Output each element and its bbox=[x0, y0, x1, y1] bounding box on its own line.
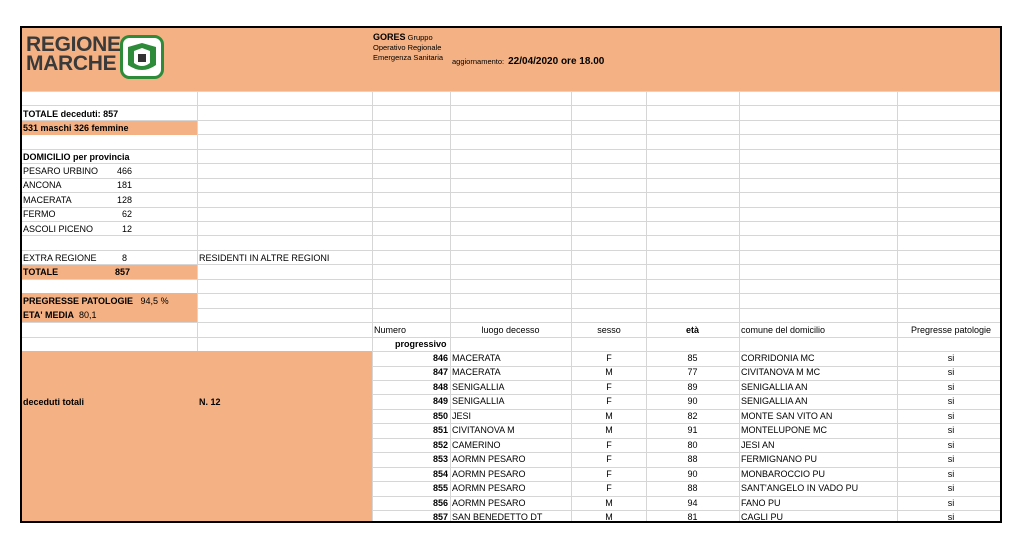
row-eta: 89 bbox=[687, 381, 698, 392]
row-patologie: si bbox=[947, 497, 955, 508]
row-comune: MONBAROCCIO PU bbox=[741, 468, 826, 479]
row-eta: 77 bbox=[687, 367, 698, 378]
row-luogo: AORMN PESARO bbox=[452, 454, 526, 465]
row-eta: 81 bbox=[687, 511, 698, 522]
row-numero: 849 bbox=[432, 396, 448, 407]
grid-col-line bbox=[450, 91, 451, 521]
province-name: ANCONA bbox=[23, 180, 62, 191]
province-value: 128 bbox=[116, 194, 132, 205]
grid-row-line bbox=[22, 149, 1000, 150]
row-patologie: si bbox=[947, 367, 955, 378]
row-comune: CAGLI PU bbox=[741, 511, 784, 522]
col-header-comune: comune del domicilio bbox=[741, 325, 826, 335]
grid-row-line bbox=[22, 192, 1000, 193]
grid-col-line bbox=[372, 91, 373, 521]
update-label: aggiornamento: bbox=[452, 57, 505, 66]
grid-row-line bbox=[22, 105, 1000, 106]
row-patologie: si bbox=[947, 483, 955, 494]
grid-row-line bbox=[22, 163, 1000, 164]
row-numero: 855 bbox=[432, 483, 448, 494]
org-name: GORES bbox=[373, 32, 406, 42]
row-comune: MONTE SAN VITO AN bbox=[741, 410, 833, 421]
row-numero: 857 bbox=[432, 511, 448, 522]
row-comune: SANT'ANGELO IN VADO PU bbox=[741, 483, 859, 494]
col-header-patologie: Pregresse patologie bbox=[910, 325, 992, 335]
row-luogo: AORMN PESARO bbox=[452, 483, 526, 494]
row-comune: SENIGALLIA AN bbox=[741, 396, 808, 407]
row-numero: 851 bbox=[432, 425, 448, 436]
totale-deceduti: TOTALE deceduti: 857 bbox=[23, 109, 119, 119]
province-value: 181 bbox=[116, 180, 132, 191]
row-comune: CIVITANOVA M MC bbox=[741, 367, 821, 378]
grid-row-line bbox=[22, 279, 1000, 280]
row-sesso: M bbox=[605, 511, 613, 522]
row-patologie: si bbox=[947, 396, 955, 407]
n-count: N. 12 bbox=[199, 397, 221, 407]
update-value: 22/04/2020 ore 18.00 bbox=[508, 56, 605, 67]
row-patologie: si bbox=[947, 439, 955, 450]
patologie-label: PREGRESSE PATOLOGIE bbox=[23, 296, 134, 306]
org-line2: Operativo Regionale bbox=[373, 43, 442, 52]
row-numero: 846 bbox=[432, 353, 448, 363]
province-name: FERMO bbox=[23, 209, 56, 220]
row-patologie: si bbox=[947, 425, 955, 436]
gender-breakdown: 531 maschi 326 femmine bbox=[23, 123, 129, 133]
province-value: 466 bbox=[116, 166, 132, 176]
grid-row-line bbox=[22, 207, 1000, 208]
regione-marche-logo bbox=[26, 35, 176, 83]
col-header-eta: età bbox=[685, 325, 699, 335]
col-header-numero: Numero bbox=[374, 325, 407, 335]
province-name: PESARO URBINO bbox=[23, 166, 99, 176]
row-sesso: F bbox=[606, 454, 612, 465]
row-luogo: SENIGALLIA bbox=[452, 396, 505, 407]
row-comune: MONTELUPONE MC bbox=[741, 425, 828, 436]
row-luogo: SAN BENEDETTO DT bbox=[452, 511, 543, 522]
row-sesso: M bbox=[605, 367, 613, 378]
row-comune: FERMIGNANO PU bbox=[741, 454, 818, 465]
row-sesso: F bbox=[606, 439, 612, 450]
grid-row-line bbox=[22, 250, 1000, 251]
eta-label: ETA' MEDIA bbox=[23, 310, 74, 320]
regione-emblem-icon bbox=[120, 35, 164, 79]
grid-row-line bbox=[22, 178, 1000, 179]
row-sesso: F bbox=[606, 381, 612, 392]
row-eta: 85 bbox=[687, 353, 698, 363]
deceduti-fill bbox=[22, 351, 372, 523]
row-sesso: F bbox=[606, 396, 612, 407]
row-numero: 854 bbox=[432, 468, 448, 479]
grid-row-line bbox=[22, 235, 1000, 236]
row-comune: FANO PU bbox=[741, 497, 781, 508]
row-comune: CORRIDONIA MC bbox=[741, 353, 815, 363]
org-line3: Emergenza Sanitaria bbox=[373, 53, 444, 62]
col-header-sesso: sesso bbox=[597, 325, 621, 335]
row-patologie: si bbox=[947, 381, 955, 392]
row-comune: SENIGALLIA AN bbox=[741, 381, 808, 392]
row-patologie: si bbox=[947, 454, 955, 465]
eta-value: 80,1 bbox=[79, 310, 97, 320]
row-sesso: M bbox=[605, 425, 613, 436]
row-sesso: M bbox=[605, 410, 613, 421]
extra-note: RESIDENTI IN ALTRE REGIONI bbox=[199, 253, 330, 263]
row-patologie: si bbox=[947, 410, 955, 421]
row-patologie: si bbox=[947, 511, 955, 522]
row-sesso: M bbox=[605, 497, 613, 508]
row-sesso: F bbox=[606, 353, 612, 363]
gores-block bbox=[373, 32, 443, 63]
spreadsheet-sheet bbox=[20, 26, 1002, 523]
grid-row-line bbox=[22, 91, 1000, 92]
row-numero: 856 bbox=[432, 497, 448, 508]
row-sesso: F bbox=[606, 483, 612, 494]
row-luogo: SENIGALLIA bbox=[452, 381, 505, 392]
extra-value: 8 bbox=[121, 253, 127, 263]
row-numero: 853 bbox=[432, 454, 448, 465]
row-eta: 90 bbox=[687, 396, 698, 407]
totale-label: TOTALE bbox=[23, 267, 59, 277]
row-sesso: F bbox=[606, 468, 612, 479]
row-numero: 848 bbox=[432, 381, 448, 392]
row-numero: 850 bbox=[432, 410, 448, 421]
row-luogo: MACERATA bbox=[452, 353, 501, 363]
row-luogo: AORMN PESARO bbox=[452, 497, 526, 508]
row-eta: 88 bbox=[687, 483, 698, 494]
row-patologie: si bbox=[947, 468, 955, 479]
row-eta: 90 bbox=[687, 468, 698, 479]
col-header-progressivo: progressivo bbox=[395, 339, 447, 349]
domicilio-title: DOMICILIO per provincia bbox=[23, 152, 130, 162]
province-value: 12 bbox=[121, 223, 132, 234]
row-eta: 94 bbox=[687, 497, 698, 508]
update-block bbox=[452, 56, 604, 67]
province-name: ASCOLI PICENO bbox=[23, 223, 94, 234]
row-numero: 847 bbox=[432, 367, 448, 378]
grid-col-line bbox=[739, 91, 740, 521]
row-patologie: si bbox=[947, 353, 955, 363]
logo-line1: REGIONE bbox=[26, 33, 121, 56]
org-suffix: Gruppo bbox=[407, 33, 433, 42]
row-luogo: AORMN PESARO bbox=[452, 468, 526, 479]
deceduti-totali: deceduti totali bbox=[23, 397, 85, 407]
grid-row-line bbox=[22, 337, 1000, 338]
col-header-luogo: luogo decesso bbox=[481, 325, 540, 335]
row-luogo: MACERATA bbox=[452, 367, 501, 378]
row-comune: JESI AN bbox=[741, 439, 775, 450]
province-value: 62 bbox=[121, 209, 132, 220]
row-luogo: CIVITANOVA M bbox=[452, 425, 515, 436]
sheet-header bbox=[22, 28, 1000, 91]
grid-row-line bbox=[22, 221, 1000, 222]
totale-value: 857 bbox=[114, 267, 130, 277]
row-eta: 82 bbox=[687, 410, 698, 421]
row-eta: 88 bbox=[687, 454, 698, 465]
row-luogo: CAMERINO bbox=[452, 439, 501, 450]
province-name: MACERATA bbox=[23, 194, 72, 205]
row-eta: 80 bbox=[687, 439, 698, 450]
row-eta: 91 bbox=[687, 425, 698, 436]
extra-label: EXTRA REGIONE bbox=[23, 253, 97, 263]
logo-line2: MARCHE bbox=[26, 52, 117, 75]
patologie-value: 94,5 % bbox=[140, 296, 169, 306]
row-luogo: JESI bbox=[452, 410, 472, 421]
row-numero: 852 bbox=[432, 439, 448, 450]
